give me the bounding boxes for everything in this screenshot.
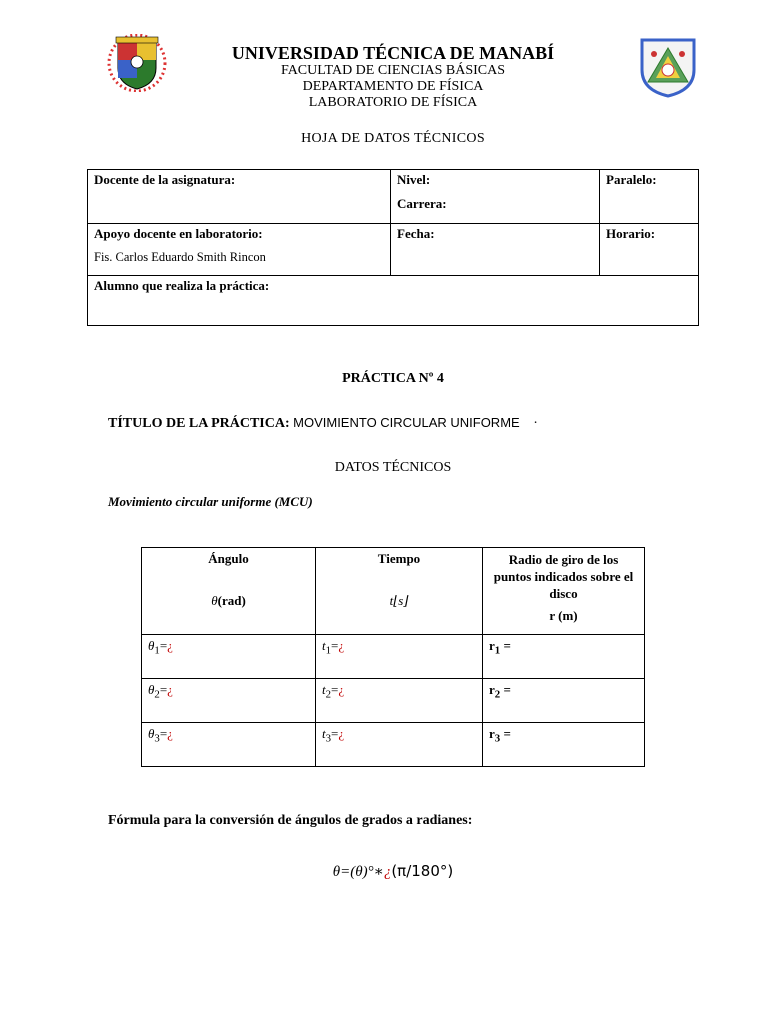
angulo-unit: (rad) [217,593,246,608]
table-row [142,679,645,723]
info-table [87,169,699,326]
fecha-cell [391,224,600,276]
lab-name: LABORATORIO DE FÍSICA [308,95,478,110]
data-table [141,547,645,767]
nivel-label: Nivel: [397,172,431,187]
sheet-title: HOJA DE DATOS TÉCNICOS [301,131,485,146]
radio-unit: r (m) [549,608,578,623]
theta-cell: $\theta_1=¿$ [142,635,316,679]
theta-cell: $\theta_2=¿$ [142,679,316,723]
faculty-logo [636,34,700,98]
horario-label: Horario: [606,226,656,241]
theta-symbol: θ [211,593,218,608]
apoyo-value: Fis. Carlos Eduardo Smith Rincon [94,250,266,264]
tiempo-title: Tiempo [377,551,421,566]
theta-cell: $\theta_3=¿$ [142,723,316,767]
paralelo-cell [600,170,699,224]
carrera-label: Carrera: [397,196,447,211]
university-name: UNIVERSIDAD TÉCNICA DE MANABÍ [231,43,555,63]
formula-glyph: ¿ [383,864,392,880]
docente-cell [88,170,391,224]
t-cell: $t_3=¿$ [316,723,483,767]
practice-number: PRÁCTICA Nº 4 [342,371,444,386]
table-row [142,723,645,767]
table-row [142,635,645,679]
practice-title-trailing: · [533,416,538,431]
alumno-cell [88,276,699,326]
header-angulo [142,548,316,635]
r-cell: $r_2$ = [483,679,645,723]
faculty-name: FACULTAD DE CIENCIAS BÁSICAS [280,63,506,78]
formula-label: Fórmula para la conversión de ángulos de grados a radianes: [108,813,473,828]
paralelo-label: Paralelo: [606,172,657,187]
datos-heading: DATOS TÉCNICOS [334,460,452,475]
header-tiempo [316,548,483,635]
t-cell: $t_2=¿$ [316,679,483,723]
department-name: DEPARTAMENTO DE FÍSICA [302,79,484,94]
r-cell: $r_3$ = [483,723,645,767]
subsection-title: Movimiento circular uniforme (MCU) [108,494,313,509]
formula-lhs: θ=(θ)°∗ [332,864,384,880]
practice-title-value: MOVIMIENTO CIRCULAR UNIFORME [293,415,520,430]
r-cell: $r_1$ = [483,635,645,679]
tiempo-unit: t⌊s⌋ [389,593,409,608]
practice-title [108,415,538,432]
header-radio [483,548,645,635]
horario-cell [600,224,699,276]
docente-label: Docente de la asignatura: [94,172,236,187]
apoyo-cell [88,224,391,276]
angulo-title: Ángulo [208,551,249,566]
alumno-label: Alumno que realiza la práctica: [94,278,270,293]
formula-rhs: (π/180°) [391,862,454,880]
nivel-cell [391,170,600,224]
practice-title-label: TÍTULO DE LA PRÁCTICA: [108,416,290,431]
radio-title: Radio de giro de los puntos indicados sobre el disco [493,552,634,601]
conversion-formula [0,862,768,881]
t-cell: $t_1=¿$ [316,635,483,679]
apoyo-label: Apoyo docente en laboratorio: [94,226,263,241]
institution-header [150,43,636,111]
fecha-label: Fecha: [397,226,435,241]
